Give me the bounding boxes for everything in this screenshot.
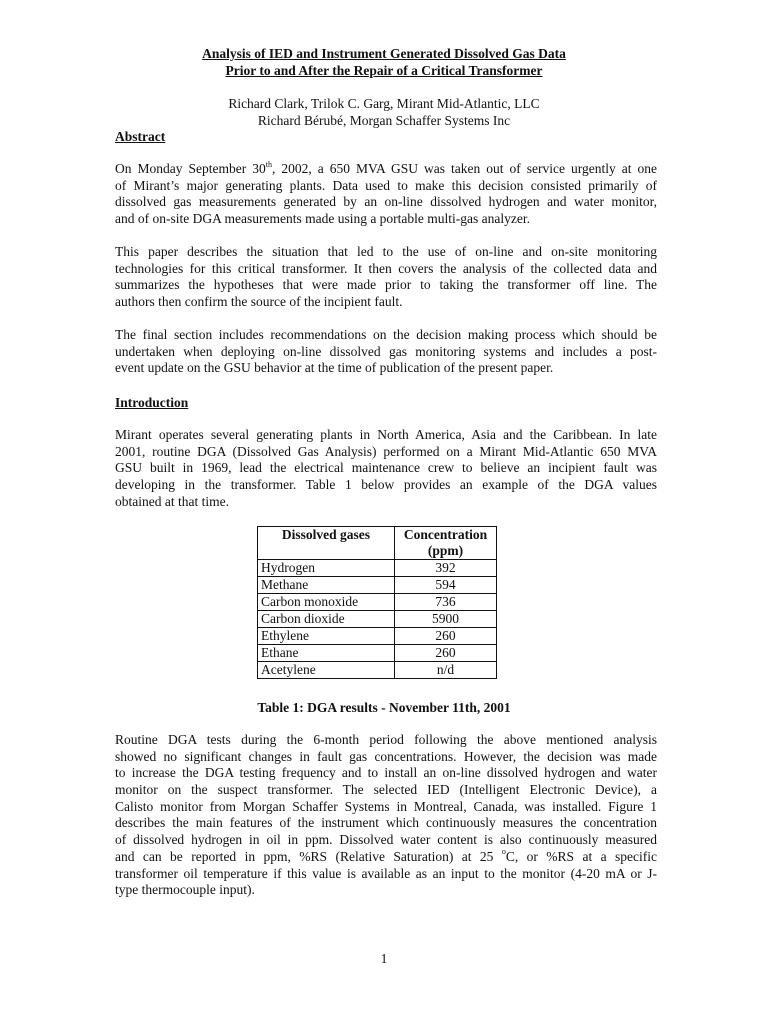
table-row xyxy=(258,662,497,679)
degree-superscript: o xyxy=(501,847,506,857)
table-caption: Table 1: DGA results - November 11th, 2001 xyxy=(257,700,511,715)
authors-line-1: Richard Clark, Trilok C. Garg, Mirant Mid-Atlantic, LLC xyxy=(228,96,540,111)
table-row xyxy=(258,628,497,645)
gas-concentration: n/d xyxy=(395,662,497,679)
table-row xyxy=(258,611,497,628)
header-concentration xyxy=(395,527,497,560)
gas-name: Carbon dioxide xyxy=(258,611,395,628)
table-row xyxy=(258,645,497,662)
gas-name: Methane xyxy=(258,577,395,594)
text-fragment: , 2002, a 650 MVA GSU was taken out of service urgently at one xyxy=(271,161,657,176)
text-line xyxy=(115,849,657,866)
dga-results-table xyxy=(257,526,497,679)
text-line: summarizes the hypotheses that were made prior to taking the transformer off line. The xyxy=(115,277,657,293)
text-line: transformer oil temperature if this value is available as an input to the monitor (4-20 mA or J- xyxy=(115,865,657,881)
text-line: developing in the transformer. Table 1 below provides an example of the DGA values xyxy=(115,477,657,493)
page-number: 1 xyxy=(380,951,388,966)
text-line: of dissolved hydrogen in oil in ppm. Dissolved water content is also continuously measured xyxy=(115,832,657,848)
text-line xyxy=(115,161,657,178)
text-line: event update on the GSU behavior at the time of publication of the present paper. xyxy=(115,360,554,376)
superscript: th xyxy=(265,159,272,169)
gas-concentration: 392 xyxy=(395,560,497,577)
authors-line-2: Richard Bérubé, Morgan Schaffer Systems Inc xyxy=(257,113,511,128)
gas-name: Hydrogen xyxy=(258,560,395,577)
text-line: of Mirant’s major generating plants. Data used to make this decision consisted primarily of xyxy=(115,177,657,193)
abstract-paragraph-1 xyxy=(115,161,657,228)
gas-name: Ethylene xyxy=(258,628,395,645)
header-concentration-line-1: Concentration xyxy=(403,527,488,542)
gas-concentration: 736 xyxy=(395,594,497,611)
gas-concentration: 5900 xyxy=(395,611,497,628)
abstract-paragraph-3 xyxy=(115,327,657,377)
text-fragment: and can be reported in ppm, %RS (Relative Saturation) at 25 xyxy=(115,848,502,864)
paper-title-line-1: Analysis of IED and Instrument Generated Dissolved Gas Data xyxy=(202,46,566,61)
text-line: Calisto monitor from Morgan Schaffer Systems in Montreal, Canada, was installed. Figure 1 xyxy=(115,798,657,814)
text-line: and of on-site DGA measurements made using a portable multi-gas analyzer. xyxy=(115,211,531,227)
text-line: dissolved gas measurements generated by an on-line dissolved hydrogen and water monitor, xyxy=(115,194,657,210)
header-concentration-line-2: (ppm) xyxy=(427,543,464,558)
introduction-heading: Introduction xyxy=(115,395,189,410)
text-line: showed no significant changes in fault gas concentrations. However, the decision was made xyxy=(115,748,657,764)
text-line: This paper describes the situation that led to the use of on-line and on-site monitoring xyxy=(115,244,657,259)
abstract-heading: Abstract xyxy=(115,129,166,144)
gas-concentration: 594 xyxy=(395,577,497,594)
header-dissolved-gases: Dissolved gases xyxy=(258,527,395,560)
text-line: obtained at that time. xyxy=(115,493,229,509)
introduction-paragraph-2 xyxy=(115,732,657,899)
text-line: type thermocouple input). xyxy=(115,882,255,898)
text-line: technologies for this critical transformer. It then covers the analysis of the collected data and xyxy=(115,260,657,276)
table-header-row xyxy=(258,527,497,560)
text-line: The final section includes recommendations on the decision making process which should be xyxy=(115,327,657,342)
text-line: GSU built in 1969, lead the electrical maintenance crew to believe an incipient fault was xyxy=(115,460,657,476)
table-row xyxy=(258,577,497,594)
text-line: to increase the DGA testing frequency and to install an on-line dissolved hydrogen and water xyxy=(115,765,657,781)
table-row xyxy=(258,560,497,577)
text-line: authors then confirm the source of the incipient fault. xyxy=(115,294,403,310)
text-line: 2001, routine DGA (Dissolved Gas Analysis) performed on a Mirant Mid-Atlantic 650 MVA xyxy=(115,443,657,459)
paper-title-line-2: Prior to and After the Repair of a Critical Transformer xyxy=(225,63,543,78)
text-line: describes the main features of the instrument which continuously measures the concentration xyxy=(115,815,657,831)
gas-concentration: 260 xyxy=(395,628,497,645)
text-line: undertaken when deploying on-line dissolved gas monitoring systems and includes a post- xyxy=(115,343,657,359)
gas-name: Carbon monoxide xyxy=(258,594,395,611)
text-line: Routine DGA tests during the 6-month period following the above mentioned analysis xyxy=(115,732,657,747)
abstract-paragraph-2 xyxy=(115,244,657,311)
table-row xyxy=(258,594,497,611)
gas-name: Ethane xyxy=(258,645,395,662)
gas-name: Acetylene xyxy=(258,662,395,679)
introduction-paragraph-1 xyxy=(115,427,657,510)
gas-concentration: 260 xyxy=(395,645,497,662)
text-line: Mirant operates several generating plants in North America, Asia and the Caribbean. In late xyxy=(115,427,657,442)
text-fragment: C, or %RS at a specific xyxy=(505,848,657,864)
text-fragment: On Monday September 30 xyxy=(115,161,266,176)
text-line: monitor on the suspect transformer. The selected IED (Intelligent Electronic Device), a xyxy=(115,782,657,798)
